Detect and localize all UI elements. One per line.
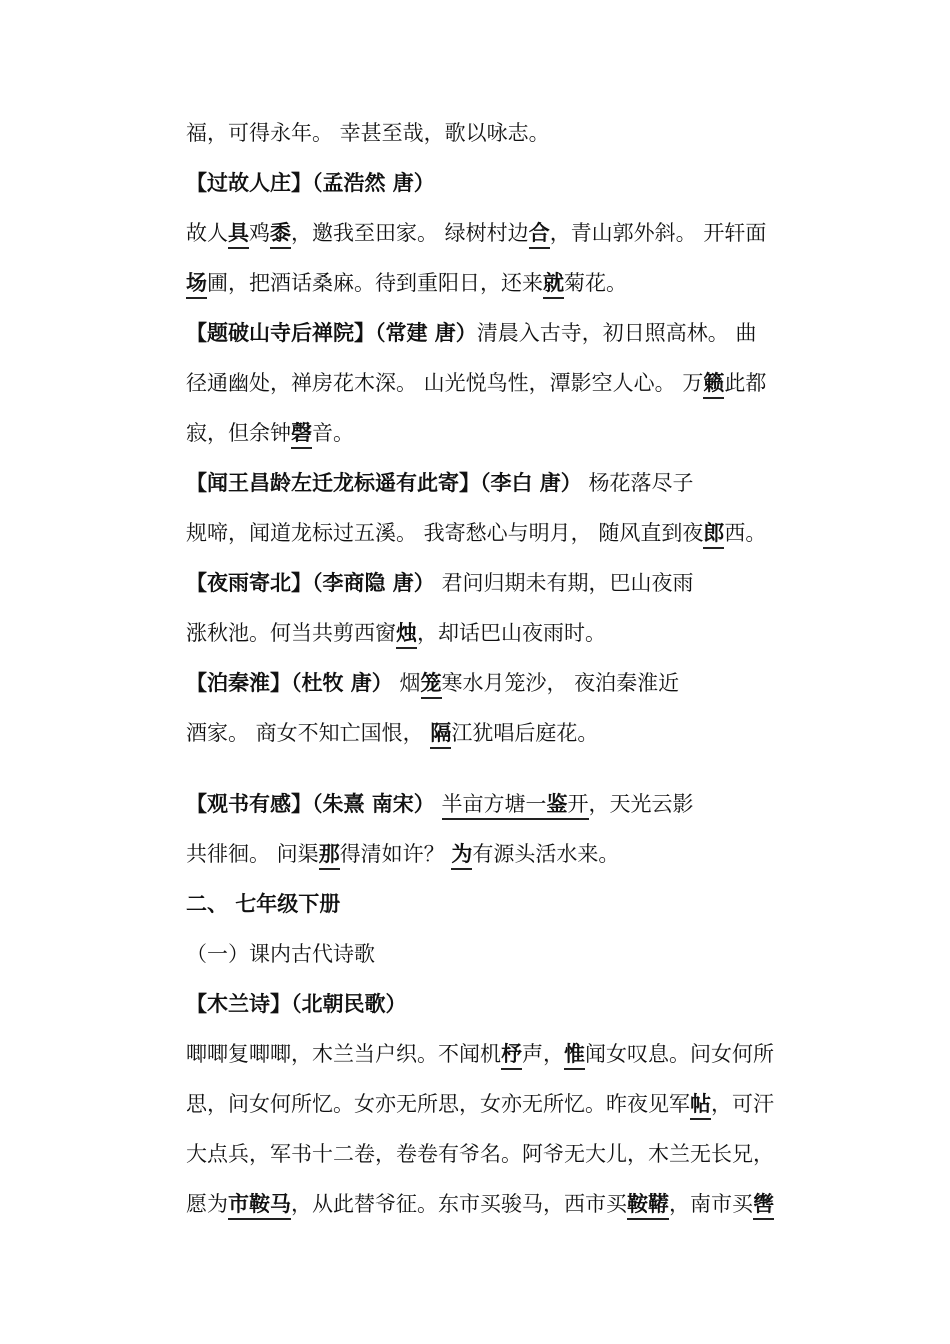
text-segment: 酒家。 商女不知亡国恨， — [186, 721, 431, 745]
text-segment: 共徘徊。 问渠 — [186, 842, 319, 866]
bold-text: 【过故人庄】（孟浩然 唐） — [186, 171, 435, 195]
text-line — [186, 1039, 810, 1069]
text-segment: 杨花落尽子 — [581, 471, 694, 495]
underlined-text: 籁 — [703, 371, 724, 399]
text-segment: 烟 — [392, 671, 421, 695]
underlined-text: 帖 — [690, 1092, 711, 1120]
text-line — [186, 518, 810, 548]
text-segment: 大点兵，军书十二卷，卷卷有爷名。阿爷无大儿，木兰无长兄， — [186, 1142, 774, 1166]
bold-text: 【闻王昌龄左迁龙标遥有此寄】（李白 唐） — [186, 471, 582, 495]
underlined-text: 为 — [451, 842, 472, 870]
text-segment: 圃，把酒话桑麻。待到重阳日，还来 — [207, 271, 543, 295]
text-line — [186, 789, 810, 819]
underlined-text: 就 — [543, 271, 564, 299]
bold-text: 【木兰诗】（北朝民歌） — [186, 992, 407, 1016]
text-segment: 福，可得永年。 幸甚至哉，歌以咏志。 — [186, 121, 550, 145]
text-line — [186, 839, 810, 869]
underlined-text: 场 — [186, 271, 207, 299]
text-line — [186, 718, 810, 748]
bold-text: 二、 七年级下册 — [186, 892, 341, 916]
text-line — [186, 218, 810, 248]
text-segment: 君问归期未有期，巴山夜雨 — [434, 571, 694, 595]
text-line — [186, 1139, 810, 1169]
bold-text: 【题破山寺后禅院】（常建 唐） — [186, 321, 477, 345]
underlined-text: 辔 — [753, 1192, 774, 1220]
text-line — [186, 318, 810, 348]
text-segment: 径通幽处，禅房花木深。 山光悦鸟性，潭影空人心。 万 — [186, 371, 704, 395]
underlined-text: 郎 — [703, 521, 724, 549]
text-segment: 清晨入古寺，初日照高林。 曲 — [476, 321, 757, 345]
text-segment: 声， — [522, 1042, 564, 1066]
text-segment: （一）课内古代诗歌 — [186, 942, 375, 966]
bold-text: 【观书有感】（朱熹 南宋） — [186, 792, 435, 816]
text-segment — [435, 792, 442, 816]
text-segment: 音。 — [312, 421, 354, 445]
text-line — [186, 618, 810, 648]
underlined-text: 具 — [228, 221, 249, 249]
underlined-text: 隔 — [430, 721, 451, 749]
text-segment: ，邀我至田家。 绿树村边 — [291, 221, 529, 245]
bold-text: 【泊秦淮】（杜牧 唐） — [186, 671, 393, 695]
text-segment: 寒水月笼沙， 夜泊秦淮近 — [441, 671, 680, 695]
text-line — [186, 368, 810, 398]
text-line — [186, 889, 810, 919]
bold-text: 【夜雨寄北】（李商隐 唐） — [186, 571, 435, 595]
text-line — [186, 939, 810, 969]
text-segment: ，可汗 — [711, 1092, 774, 1116]
underlined-text: 惟 — [564, 1042, 585, 1070]
text-line — [186, 168, 810, 198]
text-segment: 唧唧复唧唧，木兰当户织。不闻机 — [186, 1042, 501, 1066]
text-segment: ，从此替爷征。东市买骏马，西市买 — [291, 1192, 627, 1216]
text-segment: 此都 — [724, 371, 767, 395]
text-segment: ，南市买 — [669, 1192, 753, 1216]
text-segment: 闻女叹息。问女何所 — [585, 1042, 774, 1066]
text-line — [186, 268, 810, 298]
text-segment: 愿为 — [186, 1192, 228, 1216]
text-segment: 涨秋池。何当共剪西窗 — [186, 621, 396, 645]
text-segment: 西。 — [724, 521, 767, 545]
underlined-text: 鉴 — [547, 792, 568, 820]
text-line — [186, 1189, 810, 1219]
text-segment: 鸡 — [249, 221, 270, 245]
text-line — [186, 668, 810, 698]
text-line — [186, 468, 810, 498]
text-line — [186, 568, 810, 598]
text-segment: 江犹唱后庭花。 — [451, 721, 599, 745]
text-segment: 得清如许？ — [339, 842, 452, 866]
underlined-text: 市鞍马 — [228, 1192, 291, 1220]
text-segment: 有源头活水来。 — [472, 842, 620, 866]
text-line — [186, 118, 810, 148]
underlined-text: 开 — [568, 792, 589, 820]
text-segment: 规啼，闻道龙标过五溪。 我寄愁心与明月， 随风直到夜 — [186, 521, 704, 545]
text-segment: 菊花。 — [564, 271, 627, 295]
text-line — [186, 1089, 810, 1119]
underlined-text: 鞍鞯 — [627, 1192, 669, 1220]
underlined-text: 烛 — [396, 621, 417, 649]
underlined-text: 杼 — [501, 1042, 522, 1070]
underlined-text: 黍 — [270, 221, 291, 249]
underlined-text: 笼 — [421, 671, 442, 699]
text-line — [186, 989, 810, 1019]
text-segment: ，青山郭外斜。 开轩面 — [549, 221, 767, 245]
text-line — [186, 418, 810, 448]
text-segment: ，却话巴山夜雨时。 — [417, 621, 606, 645]
underlined-text: 那 — [319, 842, 340, 870]
underlined-text: 磬 — [291, 421, 312, 449]
text-segment: 思，问女何所忆。女亦无所思，女亦无所忆。昨夜见军 — [186, 1092, 690, 1116]
underlined-text: 合 — [529, 221, 550, 249]
text-segment: 故人 — [186, 221, 228, 245]
underlined-text: 半亩方塘一 — [442, 792, 547, 820]
text-segment: 寂，但余钟 — [186, 421, 291, 445]
text-segment: ，天光云影 — [588, 792, 694, 816]
